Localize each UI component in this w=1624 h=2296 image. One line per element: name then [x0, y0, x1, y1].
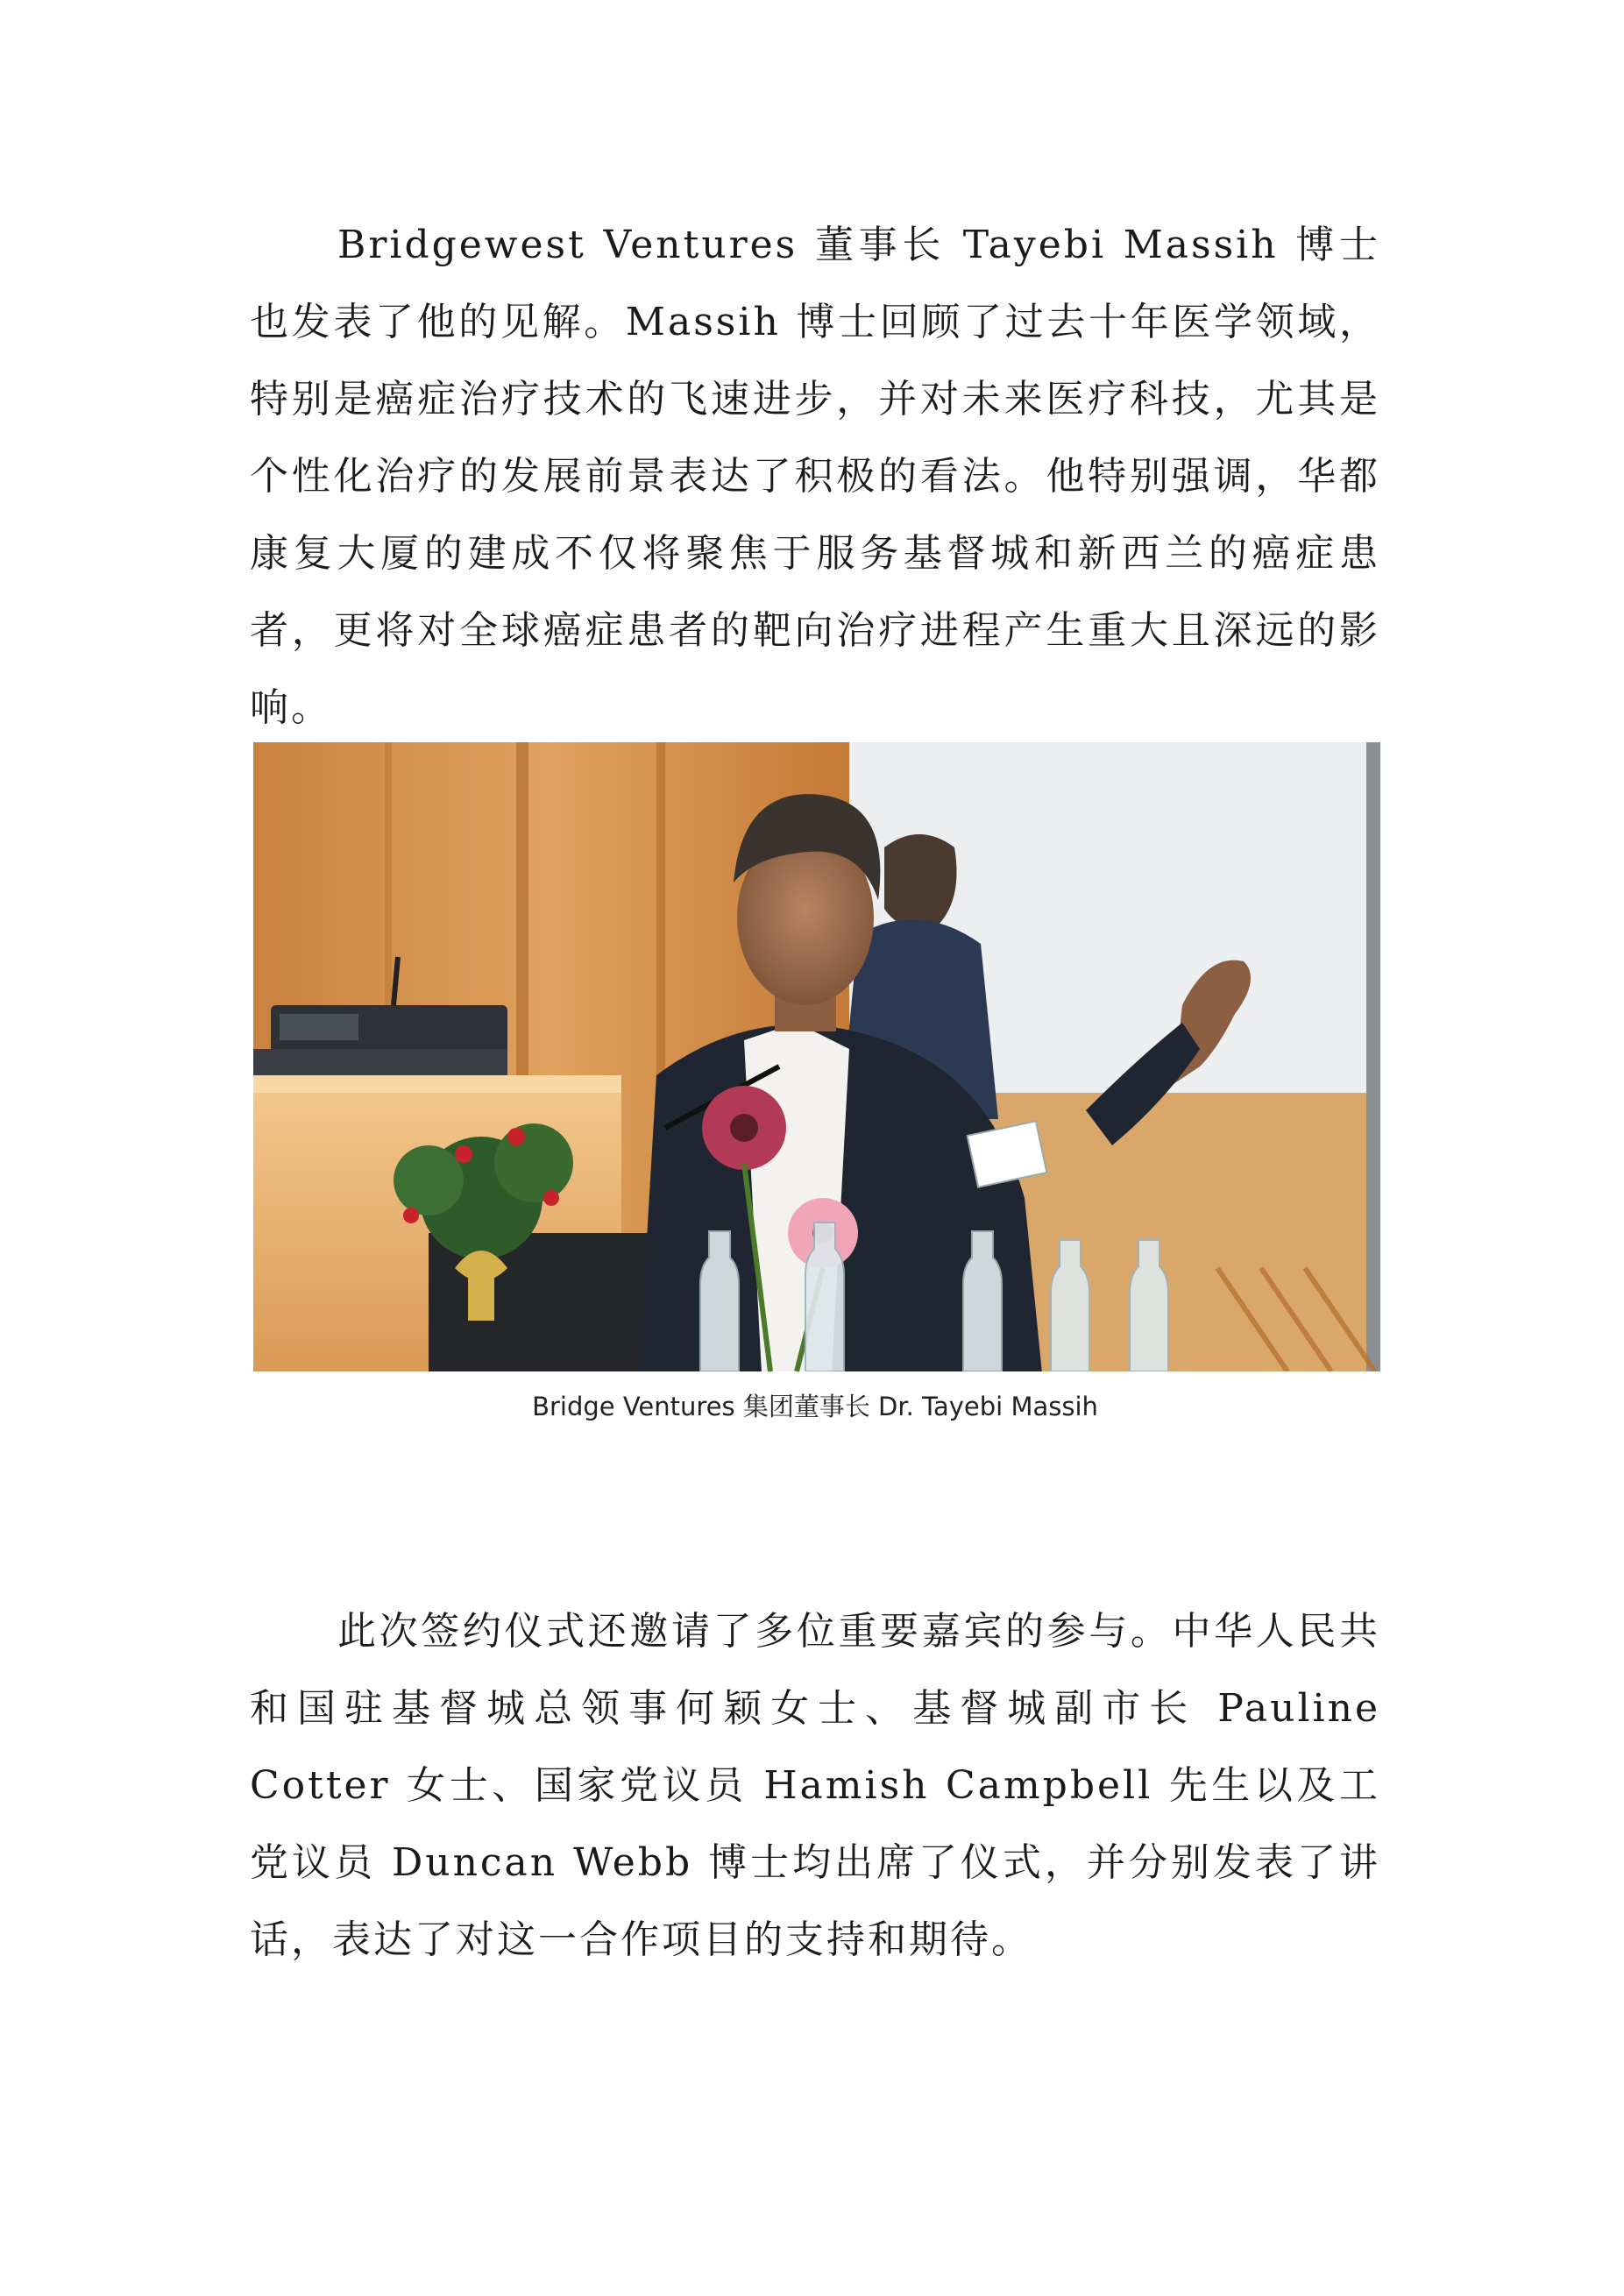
paragraph-massih-remarks: Bridgewest Ventures 董事长 Tayebi Massih 博士也发表了他的见解。Massih 博士回顾了过去十年医学领域，特别是癌症治疗技术的飞速进步，并对未来医疗科技，尤其是个性化治疗的发展前景表达了积极的看法。他特别强调，华都康复大厦的建成不仅将聚焦于服务基督城和新西兰的癌症患者，更将对全球癌症患者的靶向治疗进程产生重大且深远的影响。 [250, 223, 1380, 730]
paragraph-guests: 此次签约仪式还邀请了多位重要嘉宾的参与。中华人民共和国驻基督城总领事何颖女士、基督城副市长 Pauline Cotter 女士、国家党议员 Hamish Campbell 先生以及工党议员 Duncan Webb 博士均出席了仪式，并分别发表了讲话，表达了对这一合作项目的支持和期待。 [250, 1609, 1380, 1962]
speaker-photo [253, 742, 1380, 1371]
speaker-photo-illustration [253, 742, 1380, 1371]
photo-caption: Bridge Ventures 集团董事长 Dr. Tayebi Massih [532, 1392, 1098, 1421]
